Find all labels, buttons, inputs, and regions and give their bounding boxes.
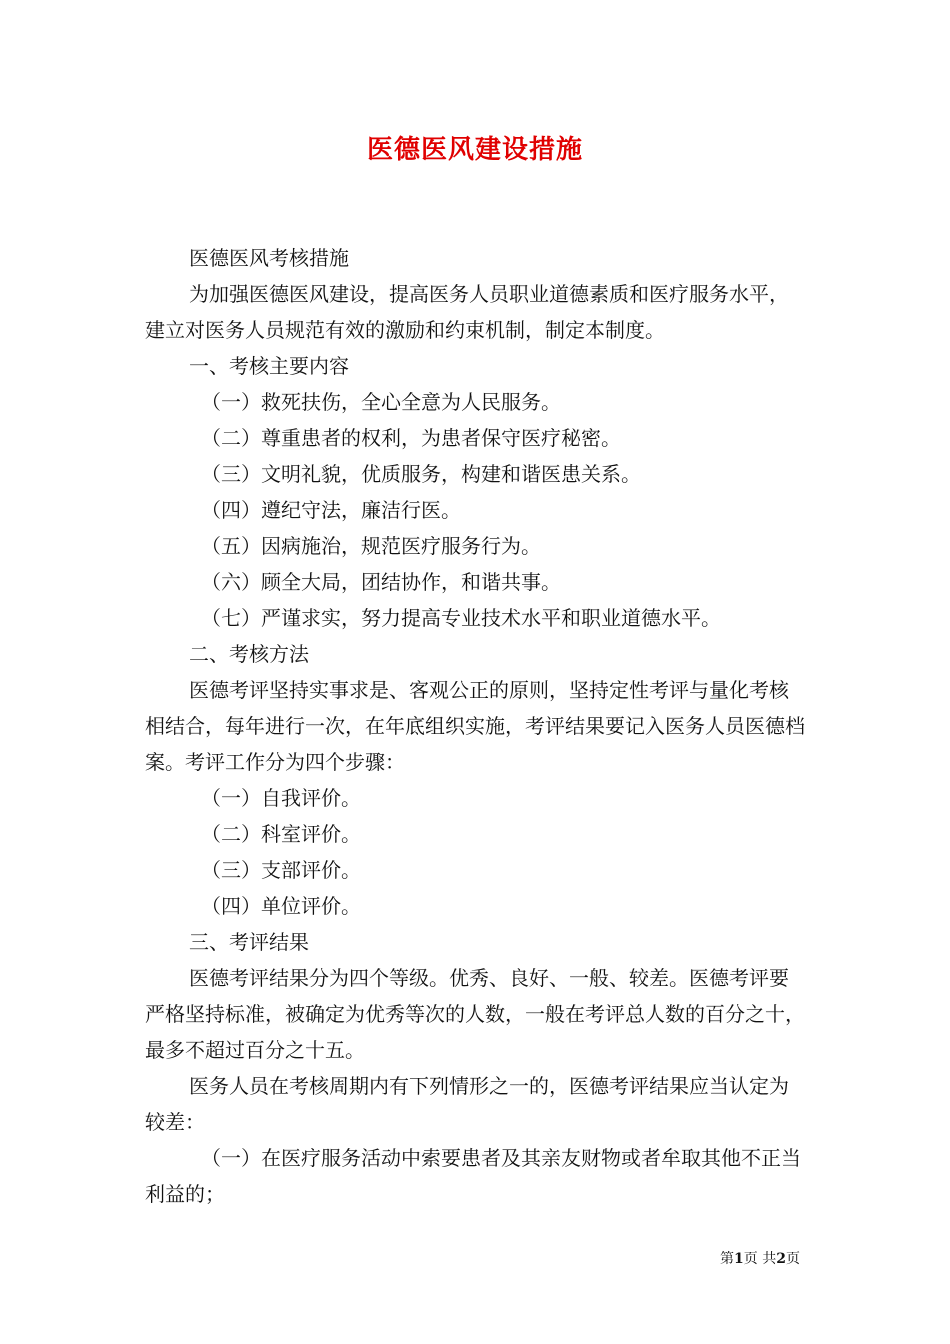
list-item: （六）顾全大局，团结协作，和谐共事。 (201, 570, 561, 594)
paragraph: 为加强医德医风建设，提高医务人员职业道德素质和医疗服务水平，建立对医务人员规范有效的激励和约束机制，制定本制度。 (145, 282, 789, 342)
page-footer (0, 1250, 800, 1268)
paragraph: 医德考评结果分为四个等级。优秀、良好、一般、较差。医德考评要严格坚持标准，被确定为优秀等次的人数，一般在考评总人数的百分之十，最多不超过百分之十五。 (145, 966, 805, 1062)
list-item: （四）遵纪守法，廉洁行医。 (201, 498, 461, 522)
footer-prefix: 第 (720, 1251, 735, 1267)
list-item: （二）尊重患者的权利，为患者保守医疗秘密。 (201, 426, 621, 450)
list-item: （一）在医疗服务活动中索要患者及其亲友财物或者牟取其他不正当利益的； (145, 1146, 801, 1206)
list-item: （三）支部评价。 (201, 858, 361, 882)
document-title: 医德医风建设措施 (366, 135, 583, 165)
footer-total-pages: 2 (776, 1251, 786, 1267)
section-heading: 二、考核方法 (189, 642, 309, 666)
list-item: （三）文明礼貌，优质服务，构建和谐医患关系。 (201, 462, 641, 486)
paragraph: 医务人员在考核周期内有下列情形之一的，医德考评结果应当认定为较差： (145, 1074, 789, 1134)
list-item: （五）因病施治，规范医疗服务行为。 (201, 534, 541, 558)
section-heading: 三、考评结果 (189, 930, 309, 954)
document-body (145, 240, 805, 1212)
list-item: （一）救死扶伤，全心全意为人民服务。 (201, 390, 561, 414)
section-heading: 一、考核主要内容 (189, 354, 349, 378)
list-item: （七）严谨求实，努力提高专业技术水平和职业道德水平。 (201, 606, 721, 630)
list-item: （一）自我评价。 (201, 786, 361, 810)
list-item: （四）单位评价。 (201, 894, 361, 918)
list-item: （二）科室评价。 (201, 822, 361, 846)
footer-current-page: 1 (734, 1251, 744, 1267)
footer-middle: 页 共 (743, 1251, 777, 1267)
paragraph: 医德考评坚持实事求是、客观公正的原则，坚持定性考评与量化考核相结合，每年进行一次，在年底组织实施，考评结果要记入医务人员医德档案。考评工作分为四个步骤： (145, 678, 805, 774)
section-subtitle: 医德医风考核措施 (189, 246, 349, 270)
footer-suffix: 页 (786, 1251, 800, 1267)
